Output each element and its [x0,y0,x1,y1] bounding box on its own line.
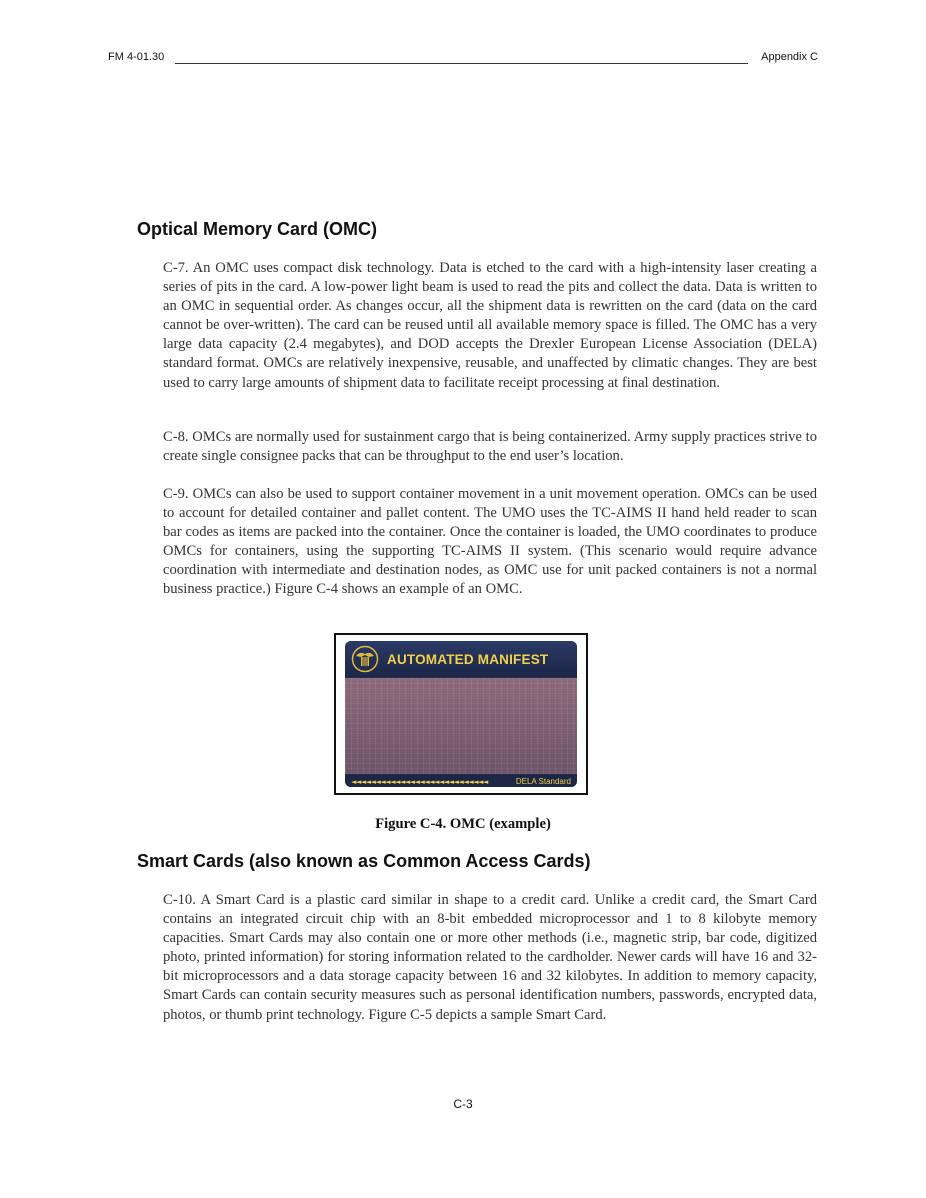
optical-stripe [345,678,577,774]
card-standard-label: DELA Standard [515,777,571,786]
eagle-seal-icon [351,645,379,673]
appendix-label: Appendix C [761,51,818,63]
header-rule [175,63,748,64]
paragraph-c10: C-10. A Smart Card is a plastic card similar in shape to a credit card. Unlike a credit card, the Smart Card contains an integrated circuit chip with an 8-bit embedded microprocessor and 1 to 8 kilobyte memory capacities. Smart Cards may also contain one or more other methods (i.e., magnetic strip, bar code, digitized photo, printed information) for storing information related to the cardholder. Newer cards will have 16 and 32-bit microprocessors and a data storage capacity between 16 and 32 kilobytes. In addition to memory capacity, Smart Cards can contain security measures such as personal identification numbers, passwords, encrypted data, photos, or thumb print technology. Figure C-5 depicts a sample Smart Card. [163,892,817,1023]
running-header [108,51,818,67]
figure-omc [334,633,588,795]
figure-caption: Figure C-4. OMC (example) [375,816,551,832]
omc-card-image [345,641,577,787]
paragraph-c8: C-8. OMCs are normally used for sustainment cargo that is being containerized. Army supply practices strive to create single consignee packs that can be throughput to the end user’s location. [163,429,817,465]
card-title-text: AUTOMATED MANIFEST [387,652,549,667]
manual-number: FM 4-01.30 [108,51,165,63]
paragraph-c9: C-9. OMCs can also be used to support container movement in a unit movement operation. OMCs can be used to account for detailed container and pallet content. The UMO uses the TC-AIMS II hand held reader to scan bar codes as items are packed into the container. Once the container is loaded, the UMO coordinates to produce OMCs for containers, using the supporting TC-AIMS II system. (This scenario would require advance coordination with intermediate and destination nodes, as OMC use for unit packed containers is not a normal business practice.) Figure C-4 shows an example of an OMC. [163,486,817,598]
page-number: C-3 [453,1097,473,1111]
paragraph-c7: C-7. An OMC uses compact disk technology. Data is etched to the card with a high-intensity laser creating a series of pits in the card. A low-power light beam is used to read the pits and collect the data. Data is written to an OMC in sequential order. As changes occur, all the shipment data is rewritten on the card (data on the card cannot be over-written). The card can be reused until all available memory space is filled. The OMC has a very large data capacity (2.4 megabytes), and DOD accepts the Drexler European License Association (DELA) standard format. OMCs are relatively inexpensive, reusable, and unaffected by climatic changes. They are best used to carry large amounts of shipment data to facilitate receipt processing at final destination. [163,260,817,391]
card-arrow-row: ◄◄◄◄◄◄◄◄◄◄◄◄◄◄◄◄◄◄◄◄◄◄◄◄◄◄◄◄ [351,778,488,786]
section-title-smart-cards: Smart Cards (also known as Common Access Cards) [137,851,591,871]
section-title-omc: Optical Memory Card (OMC) [137,219,378,239]
